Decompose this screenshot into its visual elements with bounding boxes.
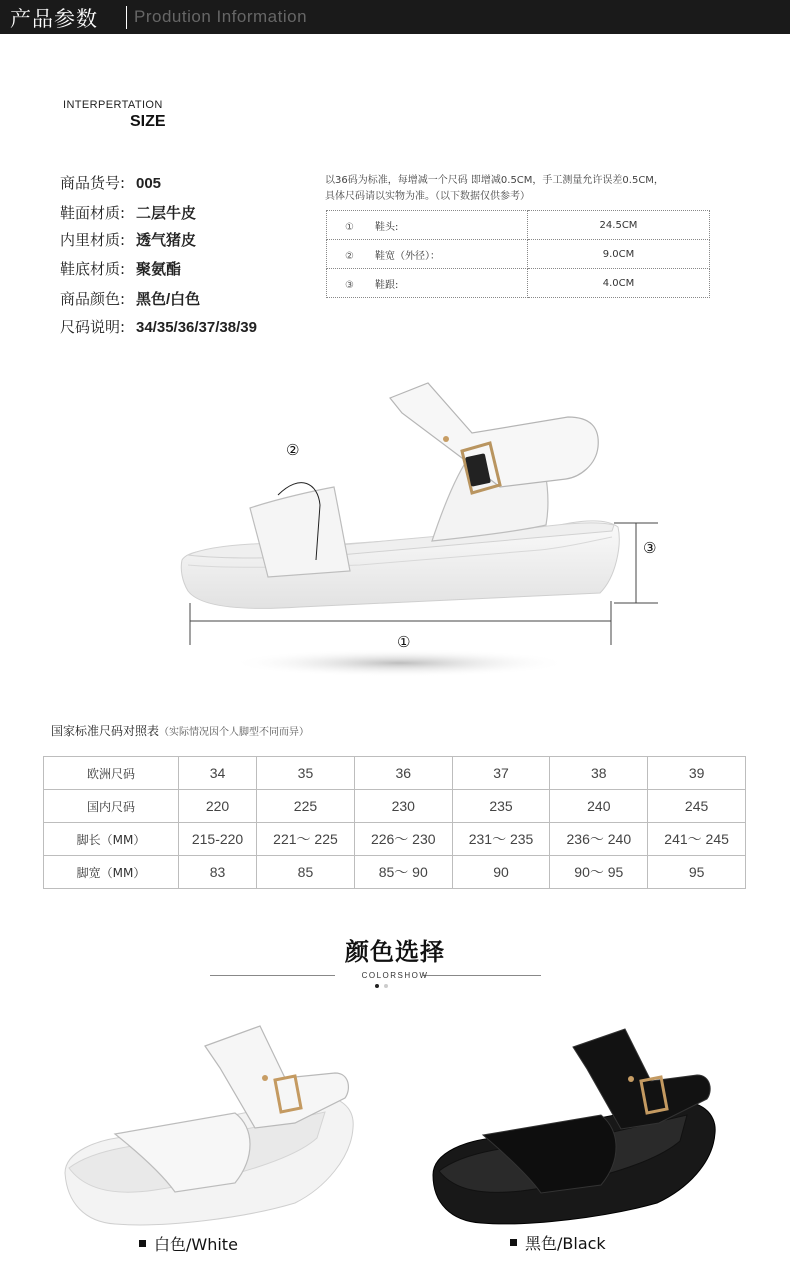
measurement-row [327, 269, 710, 298]
spec-label: 商品货号: [60, 174, 126, 192]
measurement-value: 4.0CM [528, 269, 710, 298]
measurement-label: 鞋头: [375, 221, 399, 233]
measurement-row [327, 240, 710, 269]
spec-value: 005 [136, 175, 162, 192]
table-cell: 220 [179, 790, 257, 823]
table-cell: 90 [452, 856, 550, 889]
table-row [44, 790, 746, 823]
table-cell: 226～ 230 [354, 823, 452, 856]
table-cell: 39 [648, 757, 746, 790]
row-header: 脚长（MM） [44, 823, 179, 856]
table-cell: 245 [648, 790, 746, 823]
measurement-num: ① [345, 221, 354, 233]
bullet-square [510, 1239, 517, 1246]
table-cell: 230 [354, 790, 452, 823]
measurement-label: 鞋宽（外径）： [375, 250, 440, 262]
carousel-dot [384, 984, 388, 988]
table-cell: 235 [452, 790, 550, 823]
spec-label: 内里材质: [60, 231, 126, 249]
table-cell: 231～ 235 [452, 823, 550, 856]
table-cell: 221～ 225 [257, 823, 355, 856]
black-sandal-image [425, 1025, 725, 1225]
color-section-subtitle: COLORSHOW [361, 971, 429, 980]
shadow [230, 649, 570, 677]
size-heading-line2: SIZE [130, 113, 166, 130]
row-header: 国内尺码 [44, 790, 179, 823]
color-option-black [510, 1231, 606, 1254]
table-cell: 90～ 95 [550, 856, 648, 889]
spec-label: 鞋底材质: [60, 260, 126, 278]
color-option-label: 白色/White [154, 1235, 238, 1254]
spec-value: 透气猪皮 [136, 232, 197, 249]
measure-note-line2: 具体尺码请以实物为准。（以下数据仅供参考） [325, 191, 530, 202]
header-title-cn: 产品参数 [10, 7, 98, 31]
spec-value: 34/35/36/37/38/39 [136, 319, 257, 336]
table-cell: 236～ 240 [550, 823, 648, 856]
sandal-measure-diagram [0, 355, 790, 700]
table-row [44, 757, 746, 790]
measure-note-line1: 以36码为标准，每增减一个尺码 即增减0.5CM，手工测量允许误差0.5CM， [325, 175, 664, 186]
carousel-dot-active [375, 984, 379, 988]
measurement-label: 鞋跟: [375, 279, 399, 291]
width-marker: ② [286, 441, 300, 459]
table-row [44, 823, 746, 856]
bullet-square [139, 1240, 146, 1247]
spec-row [60, 288, 200, 309]
measurement-table [326, 210, 710, 298]
header-divider [126, 6, 127, 29]
spec-label: 商品颜色: [60, 290, 126, 308]
spec-row [60, 229, 196, 250]
rivet [443, 436, 449, 442]
sandal-ankle-strap [390, 383, 598, 487]
length-marker: ① [397, 633, 411, 651]
table-cell: 95 [648, 856, 746, 889]
measurement-value: 24.5CM [528, 211, 710, 240]
table-row [44, 856, 746, 889]
spec-label: 尺码说明: [60, 318, 126, 336]
size-heading-line1: INTERPERTATION [63, 99, 163, 111]
header-bar [0, 0, 790, 34]
size-table [43, 756, 746, 889]
heel-marker: ③ [643, 539, 657, 557]
measurement-value: 9.0CM [528, 240, 710, 269]
table-cell: 215-220 [179, 823, 257, 856]
spec-row [60, 316, 257, 337]
color-section-title: 颜色选择 [345, 938, 445, 966]
white-sandal-image [55, 1018, 375, 1228]
spec-row [60, 172, 161, 193]
measurement-num: ② [345, 250, 354, 262]
table-cell: 83 [179, 856, 257, 889]
header-title-en: Prodution Information [134, 7, 308, 26]
table-cell: 240 [550, 790, 648, 823]
sandal-front-strap [250, 487, 350, 577]
spec-row [60, 202, 196, 223]
measurement-num: ③ [345, 279, 354, 291]
size-table-title: 国家标准尺码对照表 [51, 724, 160, 738]
spec-row [60, 258, 181, 279]
row-header: 脚宽（MM） [44, 856, 179, 889]
table-cell: 38 [550, 757, 648, 790]
spec-value: 二层牛皮 [136, 205, 197, 222]
size-table-note: （实际情况因个人脚型不同而异） [159, 727, 310, 738]
color-option-label: 黑色/Black [525, 1234, 606, 1253]
table-cell: 34 [179, 757, 257, 790]
table-cell: 36 [354, 757, 452, 790]
color-option-white [139, 1232, 238, 1255]
measurement-row [327, 211, 710, 240]
size-table-caption [51, 722, 309, 739]
table-cell: 35 [257, 757, 355, 790]
table-cell: 225 [257, 790, 355, 823]
spec-label: 鞋面材质: [60, 204, 126, 222]
table-cell: 85 [257, 856, 355, 889]
spec-value: 黑色/白色 [136, 291, 201, 308]
table-cell: 241～ 245 [648, 823, 746, 856]
spec-value: 聚氨酯 [136, 261, 182, 278]
row-header: 欧洲尺码 [44, 757, 179, 790]
table-cell: 85～ 90 [354, 856, 452, 889]
table-cell: 37 [452, 757, 550, 790]
